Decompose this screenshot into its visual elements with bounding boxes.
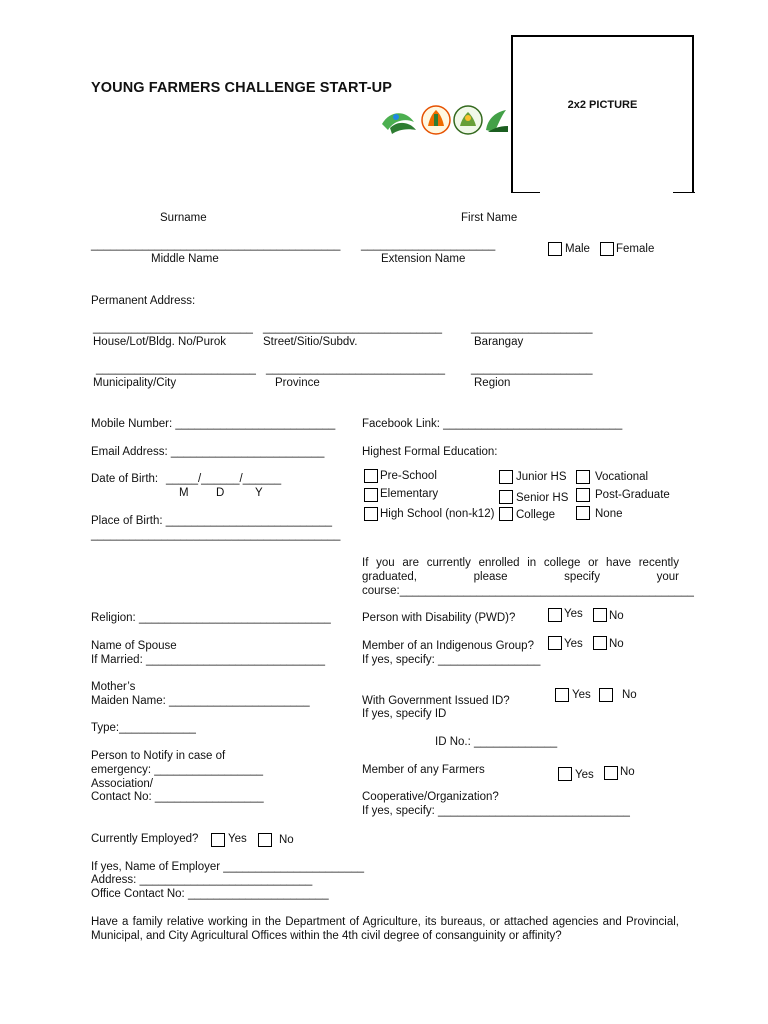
edu-none-checkbox[interactable] bbox=[576, 506, 590, 520]
coop-yes-label: Yes bbox=[575, 769, 594, 781]
edu-preschool-checkbox[interactable] bbox=[364, 469, 378, 483]
edu-highschool-label: High School (non-k12) bbox=[380, 508, 495, 520]
gov-id-no-checkbox[interactable] bbox=[599, 688, 613, 702]
coop-specify-field[interactable]: If yes, specify: ______________________________ bbox=[362, 805, 630, 817]
education-heading: Highest Formal Education: bbox=[362, 446, 498, 458]
male-label: Male bbox=[565, 243, 590, 255]
place-of-birth-line[interactable]: _______________________________________ bbox=[91, 529, 341, 541]
edu-highschool-checkbox[interactable] bbox=[364, 507, 378, 521]
photo-label: 2x2 PICTURE bbox=[567, 99, 638, 111]
photo-box[interactable] bbox=[511, 35, 694, 193]
program-mark-logo bbox=[486, 110, 508, 132]
date-of-birth-field[interactable]: _____/______/______ bbox=[166, 473, 282, 485]
municipality-label: Municipality/City bbox=[93, 377, 177, 389]
female-label: Female bbox=[616, 243, 655, 255]
pwd-yes-label: Yes bbox=[564, 608, 583, 620]
dob-year-label: Y bbox=[255, 487, 263, 499]
first-name-label: First Name bbox=[461, 212, 518, 224]
youth-leaf-logo bbox=[382, 113, 416, 134]
coop-no-checkbox[interactable] bbox=[604, 766, 618, 780]
gov-id-yes-checkbox[interactable] bbox=[555, 688, 569, 702]
province-line[interactable]: ____________________________ bbox=[266, 363, 446, 375]
farmers-coop-label: Member of any Farmers bbox=[362, 764, 485, 776]
edu-none-label: None bbox=[595, 508, 623, 520]
female-checkbox[interactable] bbox=[600, 242, 614, 256]
coop-org-label: Cooperative/Organization? bbox=[362, 791, 499, 803]
surname-middle-line[interactable]: _______________________________________ bbox=[91, 239, 341, 251]
barangay-label: Barangay bbox=[474, 336, 524, 348]
spouse-field[interactable]: If Married: ____________________________ bbox=[91, 654, 326, 666]
indigenous-no-checkbox[interactable] bbox=[593, 636, 607, 650]
id-no-field[interactable]: ID No.: _____________ bbox=[435, 736, 558, 748]
course-instruction-line-2: graduated, please specify your bbox=[362, 571, 679, 583]
course-instruction-line-1: If you are currently enrolled in college or have recently bbox=[362, 557, 679, 569]
extension-name-label: Extension Name bbox=[381, 253, 466, 265]
edu-postgrad-checkbox[interactable] bbox=[576, 488, 590, 502]
notify-label: Person to Notify in case of bbox=[91, 750, 226, 762]
edu-junior-hs-label: Junior HS bbox=[516, 471, 567, 483]
gov-id-label: With Government Issued ID? bbox=[362, 695, 510, 707]
pwd-label: Person with Disability (PWD)? bbox=[362, 612, 516, 624]
agency-logos bbox=[380, 104, 510, 136]
photo-box-foot-right bbox=[673, 192, 695, 193]
association-label: Association/ bbox=[91, 778, 154, 790]
emergency-field[interactable]: emergency: _________________ bbox=[91, 764, 264, 776]
course-field[interactable]: course:______________________________________________ bbox=[362, 585, 694, 597]
edu-vocational-label: Vocational bbox=[595, 471, 649, 483]
edu-elementary-label: Elementary bbox=[380, 488, 439, 500]
indigenous-specify-field[interactable]: If yes, specify: ________________ bbox=[362, 654, 541, 666]
coop-yes-checkbox[interactable] bbox=[558, 767, 572, 781]
gov-id-yes-label: Yes bbox=[572, 689, 591, 701]
edu-college-checkbox[interactable] bbox=[499, 507, 513, 521]
mother-maiden-name-field[interactable]: Maiden Name: ______________________ bbox=[91, 695, 310, 707]
pwd-yes-checkbox[interactable] bbox=[548, 608, 562, 622]
permanent-address-heading: Permanent Address: bbox=[91, 295, 196, 307]
relative-question bbox=[91, 915, 679, 943]
edu-junior-hs-checkbox[interactable] bbox=[499, 470, 513, 484]
male-checkbox[interactable] bbox=[548, 242, 562, 256]
first-extension-line[interactable]: _____________________ bbox=[361, 239, 496, 251]
mobile-number-field[interactable]: Mobile Number: _________________________ bbox=[91, 418, 336, 430]
type-field[interactable]: Type:____________ bbox=[91, 722, 196, 734]
edu-elementary-checkbox[interactable] bbox=[364, 488, 378, 502]
region-line[interactable]: ___________________ bbox=[471, 363, 593, 375]
currently-employed-label: Currently Employed? bbox=[91, 833, 199, 845]
edu-vocational-checkbox[interactable] bbox=[576, 470, 590, 484]
relative-question-line-2: Municipal, and City Agricultural Offices within the 4th civil degree of consanguinity or affinity? bbox=[91, 930, 562, 942]
barangay-line[interactable]: ___________________ bbox=[471, 322, 593, 334]
edu-college-label: College bbox=[516, 509, 555, 521]
facebook-link-field[interactable]: Facebook Link: ____________________________ bbox=[362, 418, 623, 430]
edu-preschool-label: Pre-School bbox=[380, 470, 437, 482]
department-seal-logo bbox=[454, 106, 482, 134]
employed-no-label: No bbox=[279, 834, 294, 846]
surname-label: Surname bbox=[160, 212, 207, 224]
office-contact-field[interactable]: Office Contact No: ______________________ bbox=[91, 888, 329, 900]
edu-senior-hs-label: Senior HS bbox=[516, 492, 569, 504]
house-label: House/Lot/Bldg. No/Purok bbox=[93, 336, 226, 348]
email-address-field[interactable]: Email Address: ________________________ bbox=[91, 446, 325, 458]
municipality-line[interactable]: _________________________ bbox=[96, 363, 256, 375]
dob-month-label: M bbox=[179, 487, 189, 499]
pwd-no-label: No bbox=[609, 610, 624, 622]
indigenous-yes-checkbox[interactable] bbox=[548, 636, 562, 650]
edu-senior-hs-checkbox[interactable] bbox=[499, 490, 513, 504]
employer-address-field[interactable]: Address: ___________________________ bbox=[91, 874, 313, 886]
street-line[interactable]: ____________________________ bbox=[263, 322, 443, 334]
employed-yes-label: Yes bbox=[228, 833, 247, 845]
edu-postgrad-label: Post-Graduate bbox=[595, 489, 670, 501]
region-label: Region bbox=[474, 377, 511, 389]
agriculture-seal-logo bbox=[422, 106, 450, 134]
employed-yes-checkbox[interactable] bbox=[211, 833, 225, 847]
date-of-birth-label: Date of Birth: bbox=[91, 473, 159, 485]
contact-no-field[interactable]: Contact No: _________________ bbox=[91, 791, 264, 803]
spouse-label: Name of Spouse bbox=[91, 640, 177, 652]
gov-id-no-label: No bbox=[622, 689, 637, 701]
middle-name-label: Middle Name bbox=[151, 253, 219, 265]
mother-label: Mother’s bbox=[91, 681, 136, 693]
indigenous-yes-label: Yes bbox=[564, 638, 583, 650]
street-label: Street/Sitio/Subdv. bbox=[263, 336, 358, 348]
photo-box-foot-left bbox=[511, 192, 540, 193]
religion-field[interactable]: Religion: ______________________________ bbox=[91, 612, 331, 624]
indigenous-label: Member of an Indigenous Group? bbox=[362, 640, 534, 652]
gov-id-specify-label: If yes, specify ID bbox=[362, 708, 447, 720]
coop-no-label: No bbox=[620, 766, 635, 778]
house-line[interactable]: _________________________ bbox=[93, 322, 253, 334]
dob-day-label: D bbox=[216, 487, 225, 499]
form-title: YOUNG FARMERS CHALLENGE START-UP bbox=[91, 80, 392, 96]
relative-question-line-1: Have a family relative working in the Department of Agriculture, its bureaus, or attached agencies and Provincial, bbox=[91, 916, 679, 928]
pwd-no-checkbox[interactable] bbox=[593, 608, 607, 622]
employed-no-checkbox[interactable] bbox=[258, 833, 272, 847]
place-of-birth-field[interactable]: Place of Birth: __________________________ bbox=[91, 515, 333, 527]
employer-name-field[interactable]: If yes, Name of Employer ______________________ bbox=[91, 861, 365, 873]
indigenous-no-label: No bbox=[609, 638, 624, 650]
province-label: Province bbox=[275, 377, 320, 389]
